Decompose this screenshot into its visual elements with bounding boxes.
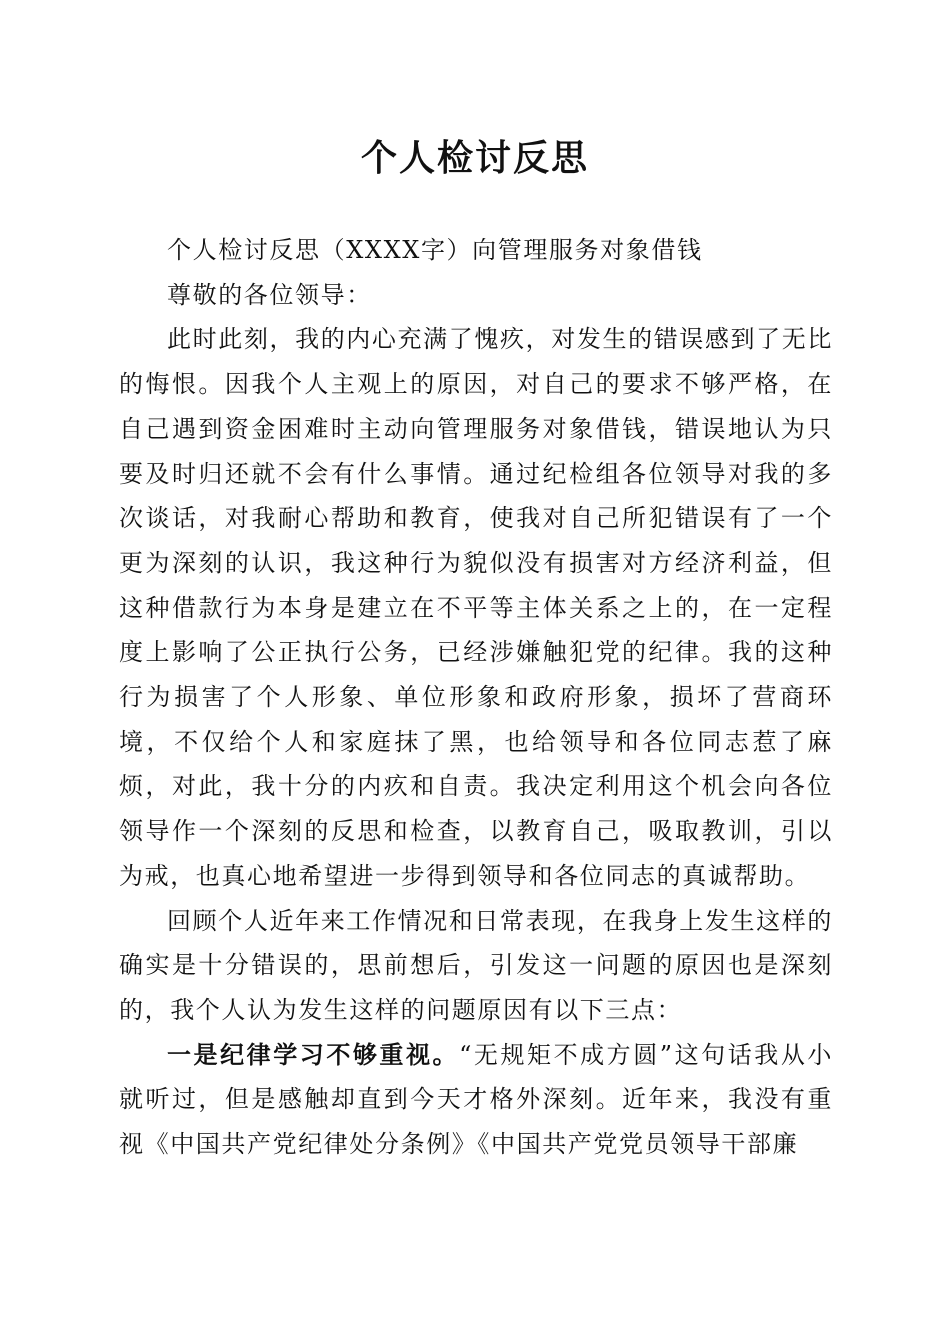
document-body xyxy=(119,228,833,1167)
document-title: 个人检讨反思 xyxy=(360,137,589,179)
paragraph-point-one xyxy=(119,1033,833,1167)
point-one-heading: 一是纪律学习不够重视。 xyxy=(167,1039,460,1069)
paragraph-apology: 此时此刻，我的内心充满了愧疚，对发生的错误感到了无比的悔恨。因我个人主观上的原因，对自己的要求不够严格，在自己遇到资金困难时主动向管理服务对象借钱，错误地认为只要及时归还就不会有什么事情。通过纪检组各位领导对我的多次谈话，对我耐心帮助和教育，使我对自己所犯错误有了一个更为深刻的认识，我这种行为貌似没有损害对方经济利益，但这种借款行为本身是建立在不平等主体关系之上的，在一定程度上影响了公正执行公务，已经涉嫌触犯党的纪律。我的这种行为损害了个人形象、单位形象和政府形象，损坏了营商环境，不仅给个人和家庭抹了黑，也给领导和各位同志惹了麻烦，对此，我十分的内疚和自责。我决定利用这个机会向各位领导作一个深刻的反思和检查，以教育自己，吸取教训，引以为戒，也真心地希望进一步得到领导和各位同志的真诚帮助。 xyxy=(119,325,833,890)
paragraph-causes-intro: 回顾个人近年来工作情况和日常表现，在我身上发生这样的确实是十分错误的，思前想后，引发这一问题的原因也是深刻的，我个人认为发生这样的问题原因有以下三点： xyxy=(119,906,833,1024)
subtitle-line: 个人检讨反思（XXXX字）向管理服务对象借钱 xyxy=(167,236,703,264)
point-one-text: “无规矩不成方圆”这句话我从小就听过，但是感触却直到今天才格外深刻。近年来，我没有重视《中国共产党纪律处分条例》《中国共产党党员领导干部廉 xyxy=(119,1040,833,1159)
salutation: 尊敬的各位领导： xyxy=(167,280,372,309)
